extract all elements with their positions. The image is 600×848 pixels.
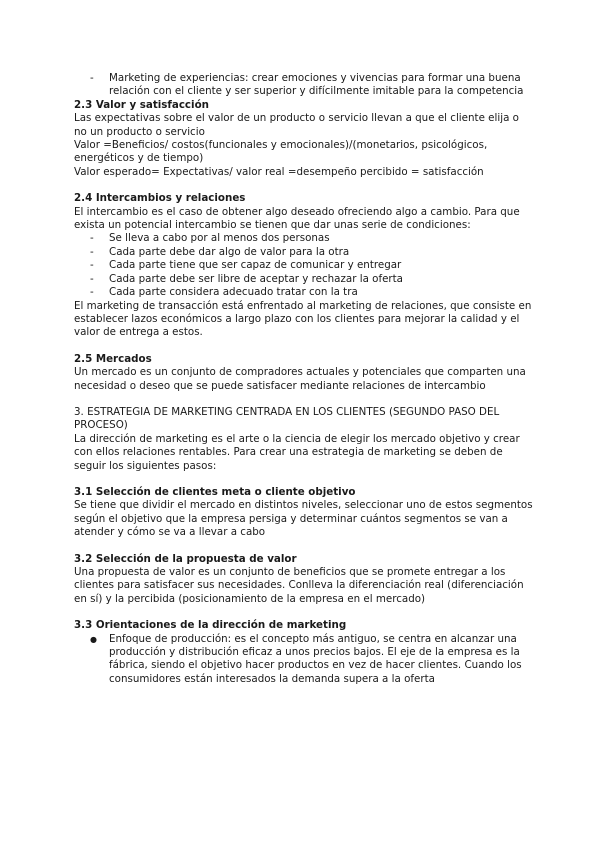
paragraph: La dirección de marketing es el arte o la ciencia de elegir los mercado objetivo y crear con ellos relaciones rentables. Para crear una estrategia de marketing se deben de seguir los siguientes pasos: — [74, 432, 520, 472]
paragraph: Las expectativas sobre el valor de un producto o servicio llevan a que el cliente elija o no un producto o servicio — [74, 112, 519, 138]
section-heading-3-1: 3.1 Selección de clientes meta o cliente objetivo — [74, 485, 356, 498]
section-heading-3-2: 3.2 Selección de la propuesta de valor — [74, 552, 297, 565]
conditions-list — [74, 232, 534, 299]
paragraph: Una propuesta de valor es un conjunto de beneficios que se promete entregar a los clientes para satisfacer sus necesidades. Conlleva la diferenciación real (diferenciación en sí) y la percibida (posicionamiento de la empresa en el mercado) — [74, 566, 524, 605]
list-item: - Cada parte debe ser libre de aceptar y rechazar la oferta — [90, 273, 534, 286]
dash-list — [74, 72, 534, 99]
paragraph: Valor esperado= Expectativas/ valor real =desempeño percibido = satisfacción — [74, 165, 484, 178]
section-heading-3-3: 3.3 Orientaciones de la dirección de marketing — [74, 619, 347, 632]
paragraph: Un mercado es un conjunto de compradores actuales y potenciales que comparten una necesidad o deseo que se puede satisfacer mediante relaciones de intercambio — [74, 366, 526, 392]
list-item: - Marketing de experiencias: crear emociones y vivencias para formar una buena relación con el cliente y ser superior y difícilmente imitable para la competencia — [90, 72, 534, 99]
list-item: - Cada parte considera adecuado tratar con la tra — [90, 286, 534, 299]
section-heading-2-3: 2.3 Valor y satisfacción — [74, 98, 209, 111]
paragraph: Se tiene que dividir el mercado en distintos niveles, seleccionar uno de estos segmentos según el objetivo que la empresa persiga y determinar cuántos segmentos se van a atender y cómo se va a llevar a cabo — [74, 499, 533, 539]
list-item: - Cada parte debe dar algo de valor para la otra — [90, 246, 534, 259]
section-heading-2-5: 2.5 Mercados — [74, 352, 152, 365]
paragraph: Valor =Beneficios/ costos(funcionales y emocionales)/(monetarios, psicológicos, energéticos y de tiempo) — [74, 139, 488, 165]
paragraph: El intercambio es el caso de obtener algo deseado ofreciendo algo a cambio. Para que exista un potencial intercambio se tienen que dar unas serie de condiciones: — [74, 205, 520, 232]
document-content — [74, 72, 534, 686]
paragraph: El marketing de transacción está enfrentado al marketing de relaciones, que consiste en establecer lazos económicos a largo plazo con los clientes para mejorar la calidad y el valor de entrega a estos. — [74, 299, 532, 339]
orientations-list — [74, 633, 534, 687]
list-item: - Cada parte tiene que ser capaz de comunicar y entregar — [90, 259, 534, 272]
list-item: ● Enfoque de producción: es el concepto más antiguo, se centra en alcanzar una producción y distribución eficaz a unos precios bajos. El eje de la empresa es la fábrica, siendo el objetivo hacer productos en vez de hacer clientes. Cuando los consumidores están interesados la demanda supera a la oferta — [90, 633, 534, 687]
section-heading-2-4: 2.4 Intercambios y relaciones — [74, 192, 246, 205]
section-heading-3: 3. ESTRATEGIA DE MARKETING CENTRADA EN LOS CLIENTES (SEGUNDO PASO DEL PROCESO) — [74, 405, 500, 432]
list-item: - Se lleva a cabo por al menos dos personas — [90, 232, 534, 245]
